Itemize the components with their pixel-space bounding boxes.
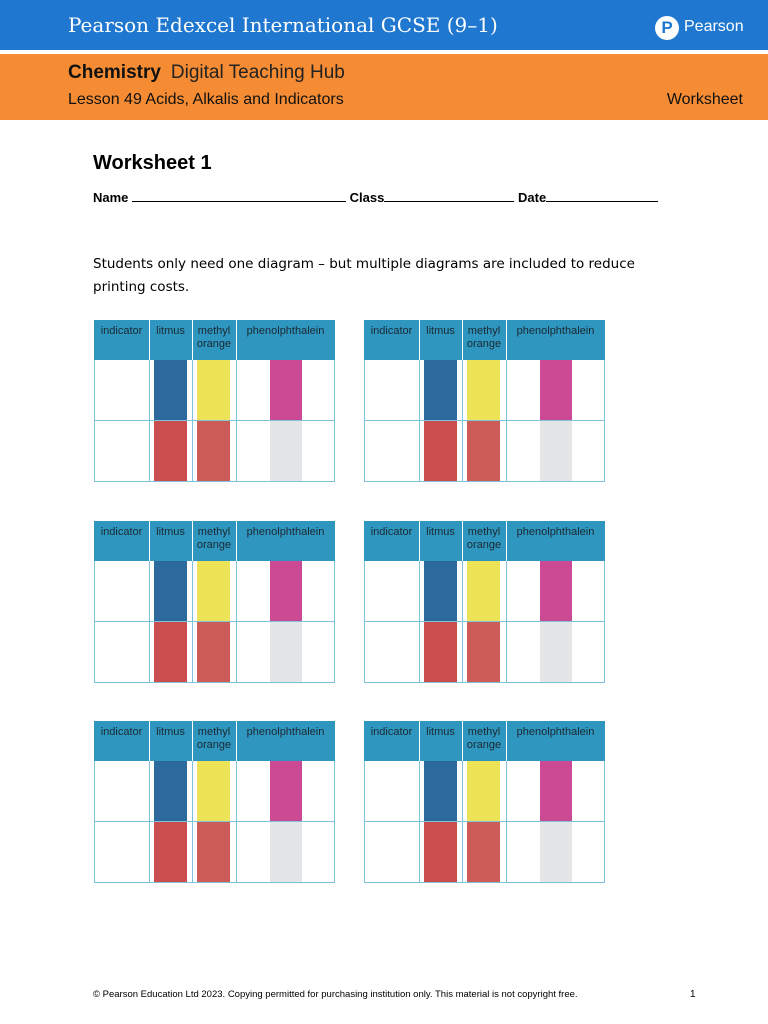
diagram-header-cell: phenolphthalein <box>516 325 595 337</box>
grid-line <box>149 761 150 883</box>
grid-line <box>419 761 420 883</box>
grid-line <box>364 360 365 482</box>
diagram-header-cell: phenolphthalein <box>516 726 595 738</box>
colour-strip <box>270 822 302 883</box>
grid-line <box>364 761 365 883</box>
diagram-header-cell: litmus <box>156 726 185 738</box>
name-line <box>132 189 346 202</box>
header-divider <box>149 521 150 561</box>
indicator-diagram <box>94 320 335 482</box>
colour-strip <box>270 622 302 683</box>
colour-strip <box>467 822 500 883</box>
grid-line <box>94 882 335 883</box>
grid-line <box>94 682 335 683</box>
pearson-logo-icon: P <box>655 16 679 40</box>
grid-line <box>192 360 193 482</box>
header-divider <box>419 721 420 761</box>
grid-line <box>149 561 150 683</box>
diagram-header-cell: indicator <box>100 726 143 738</box>
diagram-header-cell: phenolphthalein <box>246 325 325 337</box>
header-divider <box>236 320 237 360</box>
header-divider <box>462 721 463 761</box>
header-divider <box>149 320 150 360</box>
grid-line <box>364 682 605 683</box>
colour-strip <box>197 622 230 683</box>
colour-strip <box>154 761 187 821</box>
diagram-header-cell: litmus <box>156 325 185 337</box>
indicator-diagram <box>364 320 605 482</box>
grid-line <box>149 360 150 482</box>
colour-strip <box>270 761 302 821</box>
grid-line <box>94 561 95 683</box>
grid-line <box>236 561 237 683</box>
diagram-header-cell: methyl orange <box>196 726 232 751</box>
diagram-header-cell: litmus <box>426 726 455 738</box>
grid-line <box>94 821 335 822</box>
grid-line <box>462 561 463 683</box>
diagram-header-cell: litmus <box>426 526 455 538</box>
colour-strip <box>424 622 457 683</box>
header-divider <box>236 521 237 561</box>
colour-strip <box>270 421 302 482</box>
header-divider <box>419 521 420 561</box>
grid-line <box>419 360 420 482</box>
sheet-type-label: Worksheet <box>666 91 743 108</box>
header-divider <box>506 521 507 561</box>
header-divider <box>419 320 420 360</box>
grid-line <box>334 360 335 482</box>
colour-strip <box>540 360 572 420</box>
grid-line <box>419 561 420 683</box>
colour-strip <box>197 421 230 482</box>
colour-strip <box>467 421 500 482</box>
grid-line <box>94 761 95 883</box>
indicator-diagram <box>94 721 335 883</box>
page-number: 1 <box>690 989 696 1000</box>
subject-line <box>68 62 345 84</box>
grid-line <box>236 761 237 883</box>
grid-line <box>506 360 507 482</box>
colour-strip <box>154 622 187 683</box>
grid-line <box>364 420 605 421</box>
subject-banner <box>0 54 768 120</box>
colour-strip <box>540 822 572 883</box>
diagram-header-cell: indicator <box>100 325 143 337</box>
grid-line <box>506 761 507 883</box>
diagram-header-cell: phenolphthalein <box>516 526 595 538</box>
grid-line <box>462 360 463 482</box>
class-line <box>384 189 514 202</box>
colour-strip <box>424 561 457 621</box>
grid-line <box>94 360 95 482</box>
header-divider <box>192 320 193 360</box>
header-divider <box>192 721 193 761</box>
class-label: Class <box>349 190 385 205</box>
colour-strip <box>154 561 187 621</box>
pearson-logo-text: Pearson <box>684 18 744 35</box>
colour-strip <box>270 360 302 420</box>
colour-strip <box>467 622 500 683</box>
header-divider <box>506 320 507 360</box>
diagram-header-cell: methyl orange <box>466 325 502 350</box>
colour-strip <box>154 822 187 883</box>
header-divider <box>462 320 463 360</box>
grid-line <box>94 420 335 421</box>
colour-strip <box>540 561 572 621</box>
copyright-notice: © Pearson Education Ltd 2023. Copying permitted for purchasing institution only. This material is not copyright free. <box>93 989 578 1000</box>
header-divider <box>506 721 507 761</box>
grid-line <box>192 761 193 883</box>
date-label: Date <box>518 190 547 205</box>
colour-strip <box>540 761 572 821</box>
colour-strip <box>424 761 457 821</box>
colour-strip <box>197 761 230 821</box>
colour-strip <box>197 360 230 420</box>
date-line <box>546 189 658 202</box>
colour-strip <box>197 561 230 621</box>
hub-name: Digital Teaching Hub <box>170 62 345 83</box>
header-divider <box>192 521 193 561</box>
grid-line <box>236 360 237 482</box>
name-label: Name <box>93 190 129 205</box>
colour-strip <box>197 822 230 883</box>
colour-strip <box>424 822 457 883</box>
colour-strip <box>540 421 572 482</box>
colour-strip <box>270 561 302 621</box>
grid-line <box>94 621 335 622</box>
grid-line <box>94 481 335 482</box>
grid-line <box>364 481 605 482</box>
indicator-diagram <box>94 521 335 683</box>
diagram-header-cell: indicator <box>100 526 143 538</box>
colour-strip <box>467 360 500 420</box>
diagram-header-cell: methyl orange <box>466 726 502 751</box>
top-banner <box>0 0 768 50</box>
grid-line <box>364 821 605 822</box>
grid-line <box>364 621 605 622</box>
diagram-header-cell: phenolphthalein <box>246 526 325 538</box>
diagram-header-cell: litmus <box>426 325 455 337</box>
diagram-header-cell: methyl orange <box>466 526 502 551</box>
worksheet-title: Worksheet 1 <box>93 152 212 174</box>
diagram-header-cell: methyl orange <box>196 325 232 350</box>
colour-strip <box>424 421 457 482</box>
diagram-header-cell: indicator <box>370 726 413 738</box>
grid-line <box>334 561 335 683</box>
indicator-diagram <box>364 521 605 683</box>
grid-line <box>604 561 605 683</box>
grid-line <box>506 561 507 683</box>
colour-strip <box>540 622 572 683</box>
header-divider <box>462 521 463 561</box>
diagram-header-cell: indicator <box>370 526 413 538</box>
qualification-title: Pearson Edexcel International GCSE (9–1) <box>68 13 498 37</box>
student-details <box>93 189 658 205</box>
grid-line <box>364 561 365 683</box>
header-divider <box>236 721 237 761</box>
diagram-header-cell: litmus <box>156 526 185 538</box>
subject-name: Chemistry <box>68 62 161 83</box>
instructions: Students only need one diagram – but multiple diagrams are included to reduce printing costs. <box>93 256 635 295</box>
grid-line <box>364 882 605 883</box>
colour-strip <box>154 360 187 420</box>
diagram-header-cell: phenolphthalein <box>246 726 325 738</box>
grid-line <box>462 761 463 883</box>
grid-line <box>192 561 193 683</box>
colour-strip <box>154 421 187 482</box>
colour-strip <box>424 360 457 420</box>
diagram-header-cell: methyl orange <box>196 526 232 551</box>
colour-strip <box>467 761 500 821</box>
header-divider <box>149 721 150 761</box>
colour-strip <box>467 561 500 621</box>
lesson-title: Lesson 49 Acids, Alkalis and Indicators <box>68 91 344 108</box>
diagram-header-cell: indicator <box>370 325 413 337</box>
grid-line <box>604 761 605 883</box>
grid-line <box>604 360 605 482</box>
grid-line <box>334 761 335 883</box>
indicator-diagram <box>364 721 605 883</box>
